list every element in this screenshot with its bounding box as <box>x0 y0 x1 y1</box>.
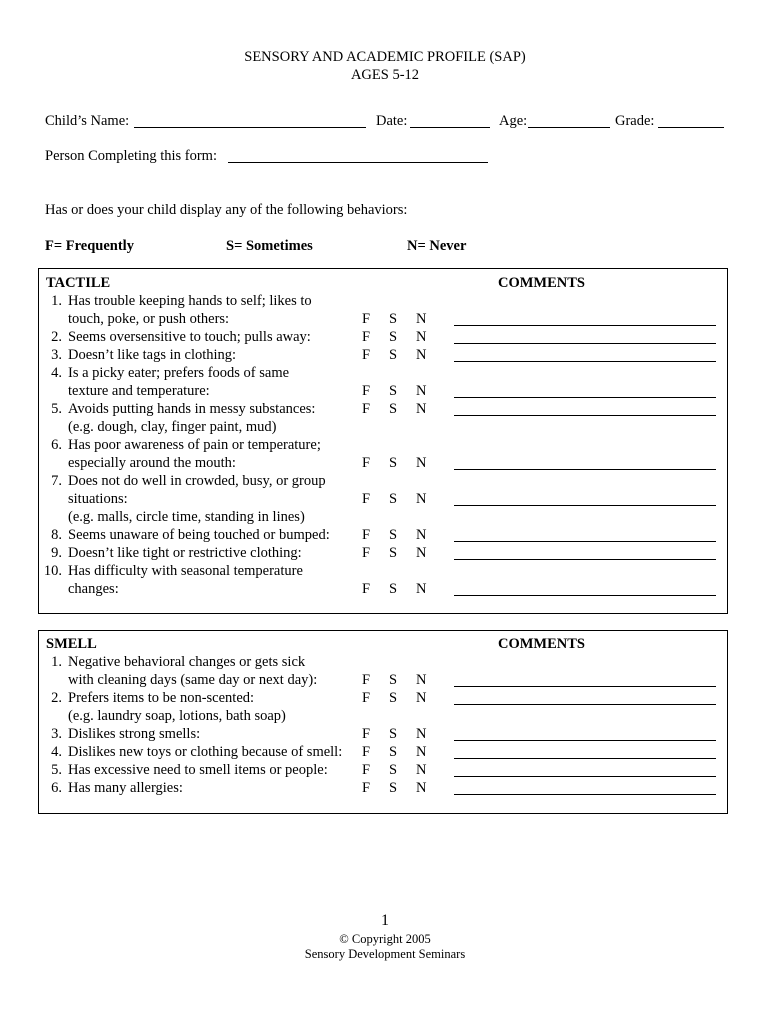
question-row <box>0 743 770 761</box>
question-number: 1. <box>51 293 62 309</box>
option-n[interactable]: N <box>416 581 427 597</box>
comment-field[interactable] <box>454 505 716 506</box>
option-s[interactable]: S <box>389 690 398 706</box>
comment-field[interactable] <box>454 397 716 398</box>
option-n[interactable]: N <box>416 762 427 778</box>
question-number: 10. <box>43 563 62 579</box>
tactile-comments-header: COMMENTS <box>498 275 585 291</box>
option-s[interactable]: S <box>389 726 398 742</box>
question-row <box>0 382 770 400</box>
question-text: (e.g. dough, clay, finger paint, mud) <box>68 419 277 435</box>
option-n[interactable]: N <box>416 311 427 327</box>
question-row <box>0 526 770 544</box>
option-n[interactable]: N <box>416 401 427 417</box>
comment-field[interactable] <box>454 758 716 759</box>
option-s[interactable]: S <box>389 347 398 363</box>
option-n[interactable]: N <box>416 726 427 742</box>
option-f[interactable]: F <box>362 383 371 399</box>
question-row <box>0 292 770 310</box>
comment-field[interactable] <box>454 559 716 560</box>
option-s[interactable]: S <box>389 329 398 345</box>
question-number: 5. <box>51 401 62 417</box>
question-text: Doesn’t like tight or restrictive clothing: <box>68 545 302 561</box>
age-label: Age: <box>499 113 528 129</box>
option-s[interactable]: S <box>389 311 398 327</box>
comment-field[interactable] <box>454 541 716 542</box>
question-text: (e.g. malls, circle time, standing in lines) <box>68 509 305 525</box>
option-s[interactable]: S <box>389 545 398 561</box>
grade-label: Grade: <box>615 113 655 129</box>
question-text: Avoids putting hands in messy substances: <box>68 401 316 417</box>
question-text: Doesn’t like tags in clothing: <box>68 347 237 363</box>
date-label: Date: <box>376 113 408 129</box>
option-f[interactable]: F <box>362 401 371 417</box>
question-number: 1. <box>51 654 62 670</box>
comment-field[interactable] <box>454 595 716 596</box>
question-text: Seems oversensitive to touch; pulls away: <box>68 329 311 345</box>
comment-field[interactable] <box>454 776 716 777</box>
option-s[interactable]: S <box>389 527 398 543</box>
option-f[interactable]: F <box>362 672 371 688</box>
option-n[interactable]: N <box>416 690 427 706</box>
person-completing-field[interactable] <box>228 162 488 163</box>
comment-field[interactable] <box>454 325 716 326</box>
question-text: Has poor awareness of pain or temperature; <box>68 437 321 453</box>
question-row <box>0 400 770 418</box>
question-number: 9. <box>51 545 62 561</box>
option-s[interactable]: S <box>389 401 398 417</box>
option-f[interactable]: F <box>362 545 371 561</box>
legend-sometimes: S= Sometimes <box>226 238 313 254</box>
option-f[interactable]: F <box>362 347 371 363</box>
option-n[interactable]: N <box>416 383 427 399</box>
question-text: Prefers items to be non-scented: <box>68 690 255 706</box>
option-n[interactable]: N <box>416 780 427 796</box>
question-text: Has trouble keeping hands to self; likes to <box>68 293 312 309</box>
question-row <box>0 544 770 562</box>
option-n[interactable]: N <box>416 329 427 345</box>
question-text: Seems unaware of being touched or bumped: <box>68 527 330 543</box>
question-row <box>0 761 770 779</box>
question-row <box>0 310 770 328</box>
question-row <box>0 562 770 580</box>
child-name-label: Child’s Name: <box>45 113 130 129</box>
child-name-field[interactable] <box>134 127 366 128</box>
option-n[interactable]: N <box>416 347 427 363</box>
option-f[interactable]: F <box>362 744 371 760</box>
question-number: 6. <box>51 437 62 453</box>
option-f[interactable]: F <box>362 726 371 742</box>
option-s[interactable]: S <box>389 383 398 399</box>
question-row <box>0 508 770 526</box>
question-row <box>0 707 770 725</box>
question-number: 8. <box>51 527 62 543</box>
smell-comments-header: COMMENTS <box>498 636 585 652</box>
question-number: 4. <box>51 365 62 381</box>
comment-field[interactable] <box>454 361 716 362</box>
option-s[interactable]: S <box>389 581 398 597</box>
question-text: touch, poke, or push others: <box>68 311 230 327</box>
question-number: 5. <box>51 762 62 778</box>
option-n[interactable]: N <box>416 672 427 688</box>
question-text: with cleaning days (same day or next day): <box>68 672 318 688</box>
option-f[interactable]: F <box>362 455 371 471</box>
option-f[interactable]: F <box>362 780 371 796</box>
question-row <box>0 725 770 743</box>
option-n[interactable]: N <box>416 744 427 760</box>
question-row <box>0 436 770 454</box>
legend-frequently: F= Frequently <box>45 238 134 254</box>
question-row <box>0 364 770 382</box>
question-row <box>0 671 770 689</box>
option-f[interactable]: F <box>362 491 371 507</box>
question-text: (e.g. laundry soap, lotions, bath soap) <box>68 708 286 724</box>
comment-field[interactable] <box>454 343 716 344</box>
question-text: Dislikes strong smells: <box>68 726 201 742</box>
comment-field[interactable] <box>454 415 716 416</box>
question-row <box>0 454 770 472</box>
question-row <box>0 346 770 364</box>
question-row <box>0 418 770 436</box>
option-n[interactable]: N <box>416 527 427 543</box>
comment-field[interactable] <box>454 704 716 705</box>
option-s[interactable]: S <box>389 672 398 688</box>
person-completing-label: Person Completing this form: <box>45 148 217 164</box>
question-number: 7. <box>51 473 62 489</box>
option-f[interactable]: F <box>362 329 371 345</box>
option-s[interactable]: S <box>389 762 398 778</box>
option-s[interactable]: S <box>389 491 398 507</box>
question-text: Is a picky eater; prefers foods of same <box>68 365 290 381</box>
question-number: 6. <box>51 780 62 796</box>
form-subtitle: AGES 5-12 <box>350 67 420 83</box>
question-text: texture and temperature: <box>68 383 210 399</box>
question-number: 2. <box>51 329 62 345</box>
grade-field[interactable] <box>658 127 724 128</box>
option-f[interactable]: F <box>362 690 371 706</box>
option-f[interactable]: F <box>362 762 371 778</box>
age-field[interactable] <box>528 127 610 128</box>
comment-field[interactable] <box>454 469 716 470</box>
question-text: situations: <box>68 491 128 507</box>
question-text: Has excessive need to smell items or people: <box>68 762 328 778</box>
option-s[interactable]: S <box>389 780 398 796</box>
question-row <box>0 779 770 797</box>
option-s[interactable]: S <box>389 744 398 760</box>
legend-never: N= Never <box>407 238 467 254</box>
question-row <box>0 653 770 671</box>
question-text: Has many allergies: <box>68 780 183 796</box>
comment-field[interactable] <box>454 794 716 795</box>
question-text: especially around the mouth: <box>68 455 236 471</box>
option-s[interactable]: S <box>389 455 398 471</box>
tactile-title: TACTILE <box>46 275 111 291</box>
comment-field[interactable] <box>454 740 716 741</box>
question-number: 3. <box>51 726 62 742</box>
option-f[interactable]: F <box>362 527 371 543</box>
question-text: Negative behavioral changes or gets sick <box>68 654 306 670</box>
question-number: 3. <box>51 347 62 363</box>
page-number: 1 <box>381 912 389 929</box>
option-f[interactable]: F <box>362 311 371 327</box>
copyright-text: © Copyright 2005 <box>339 932 431 946</box>
question-number: 2. <box>51 690 62 706</box>
question-text: Dislikes new toys or clothing because of smell: <box>68 744 343 760</box>
option-n[interactable]: N <box>416 491 427 507</box>
option-n[interactable]: N <box>416 455 427 471</box>
question-text: changes: <box>68 581 119 597</box>
question-row <box>0 472 770 490</box>
question-row <box>0 490 770 508</box>
question-row <box>0 689 770 707</box>
smell-title: SMELL <box>46 636 97 652</box>
question-text: Does not do well in crowded, busy, or group <box>68 473 326 489</box>
company-name: Sensory Development Seminars <box>304 947 466 961</box>
behaviors-question: Has or does your child display any of the following behaviors: <box>45 202 408 218</box>
question-row <box>0 580 770 598</box>
date-field[interactable] <box>410 127 490 128</box>
option-f[interactable]: F <box>362 581 371 597</box>
comment-field[interactable] <box>454 686 716 687</box>
question-row <box>0 328 770 346</box>
question-text: Has difficulty with seasonal temperature <box>68 563 303 579</box>
question-number: 4. <box>51 744 62 760</box>
option-n[interactable]: N <box>416 545 427 561</box>
form-title: SENSORY AND ACADEMIC PROFILE (SAP) <box>244 49 526 65</box>
